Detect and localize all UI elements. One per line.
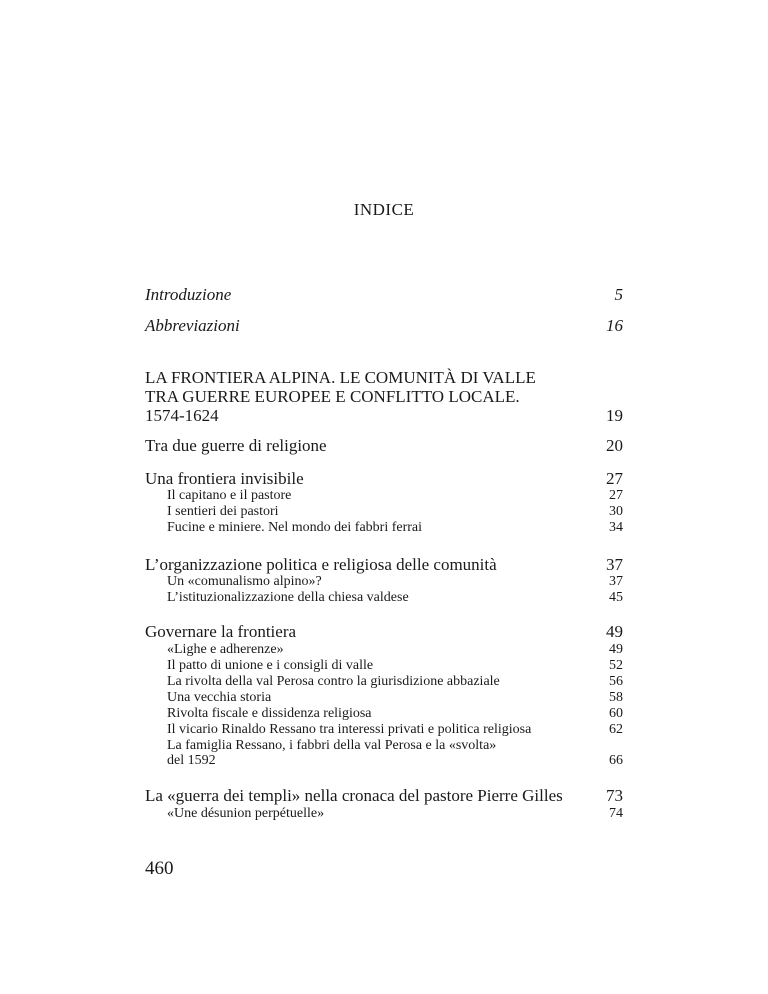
toc-entry-title: Fucine e miniere. Nel mondo dei fabbri ferrai: [167, 520, 423, 535]
toc-section[interactable]: [167, 674, 623, 689]
page-number: 460: [145, 858, 174, 879]
toc-entry-title: Abbreviazioni: [145, 316, 240, 335]
toc-entry-page: 34: [609, 520, 623, 535]
toc-entry-page: 5: [614, 285, 623, 304]
toc-part-heading[interactable]: [145, 368, 623, 425]
toc-entry-page: 66: [609, 753, 623, 768]
toc-section[interactable]: [167, 574, 623, 589]
toc-entry-page: 60: [609, 706, 623, 721]
toc-entry-title: Il patto di unione e i consigli di valle: [167, 658, 374, 673]
toc-entry-title-line: La famiglia Ressano, i fabbri della val Perosa e la «svolta»: [167, 738, 497, 753]
toc-chapter[interactable]: [145, 555, 623, 574]
toc-entry-title: «Une désunion perpétuelle»: [167, 806, 325, 821]
toc-entry-title: Governare la frontiera: [145, 622, 297, 641]
toc-entry-page: 27: [609, 488, 623, 503]
toc-section[interactable]: [167, 658, 623, 673]
toc-section[interactable]: [167, 504, 623, 519]
toc-entry-page: 20: [606, 436, 623, 455]
toc-entry-title: L’organizzazione politica e religiosa delle comunità: [145, 555, 497, 574]
toc-entry-title-line: del 1592: [167, 753, 216, 768]
toc-chapter[interactable]: [145, 436, 623, 455]
toc-section[interactable]: [167, 520, 623, 535]
toc-section[interactable]: [167, 806, 623, 821]
toc-entry-page: 49: [606, 622, 623, 641]
toc-chapter[interactable]: [145, 469, 623, 488]
toc-entry-page: 27: [606, 469, 623, 488]
toc-entry-title-line: TRA GUERRE EUROPEE E CONFLITTO LOCALE.: [145, 387, 520, 406]
toc-entry-title: La rivolta della val Perosa contro la giurisdizione abbaziale: [167, 674, 500, 689]
toc-entry-title: Una frontiera invisibile: [145, 469, 304, 488]
toc-entry-title-line: LA FRONTIERA ALPINA. LE COMUNITÀ DI VALLE: [145, 368, 536, 387]
toc-entry-title: Un «comunalismo alpino»?: [167, 574, 322, 589]
toc-section[interactable]: [167, 590, 623, 605]
toc-section[interactable]: [167, 722, 623, 737]
toc-entry-title: Una vecchia storia: [167, 690, 272, 705]
page-title: INDICE: [353, 200, 415, 219]
toc-entry-page: 16: [606, 316, 623, 335]
toc-entry-title: La «guerra dei templi» nella cronaca del pastore Pierre Gilles: [145, 786, 563, 805]
toc-entry-page: 37: [609, 574, 623, 589]
toc-entry-title: Introduzione: [145, 285, 232, 304]
toc-entry-page: 62: [609, 722, 623, 737]
toc-entry-page: 74: [609, 806, 623, 821]
toc-entry-page: 58: [609, 690, 623, 705]
toc-section[interactable]: [167, 488, 623, 503]
toc-section[interactable]: [167, 706, 623, 721]
toc-entry-page: 52: [609, 658, 623, 673]
toc-section[interactable]: [167, 690, 623, 705]
toc-section[interactable]: [167, 642, 623, 657]
toc-entry-abbreviazioni[interactable]: [145, 316, 623, 335]
toc-entry-title-line: 1574-1624: [145, 406, 219, 425]
toc-entry-introduzione[interactable]: [145, 285, 623, 304]
toc-entry-page: 73: [606, 786, 623, 805]
toc-entry-page: 30: [609, 504, 623, 519]
toc-entry-page: 19: [606, 406, 623, 425]
toc-entry-page: 45: [609, 590, 623, 605]
toc-entry-title: Rivolta fiscale e dissidenza religiosa: [167, 706, 372, 721]
toc-chapter[interactable]: [145, 786, 623, 805]
toc-entry-page: 49: [609, 642, 623, 657]
toc-section[interactable]: [167, 738, 623, 768]
toc-entry-page: 37: [606, 555, 623, 574]
toc-chapter[interactable]: [145, 622, 623, 641]
toc-entry-title: Il capitano e il pastore: [167, 488, 292, 503]
toc-entry-title: Il vicario Rinaldo Ressano tra interessi privati e politica religiosa: [167, 722, 532, 737]
toc-entry-title: L’istituzionalizzazione della chiesa valdese: [167, 590, 409, 605]
toc-entry-title: Tra due guerre di religione: [145, 436, 327, 455]
toc-entry-title: I sentieri dei pastori: [167, 504, 279, 519]
toc-entry-page: 56: [609, 674, 623, 689]
toc-entry-title: «Lighe e adherenze»: [167, 642, 284, 657]
